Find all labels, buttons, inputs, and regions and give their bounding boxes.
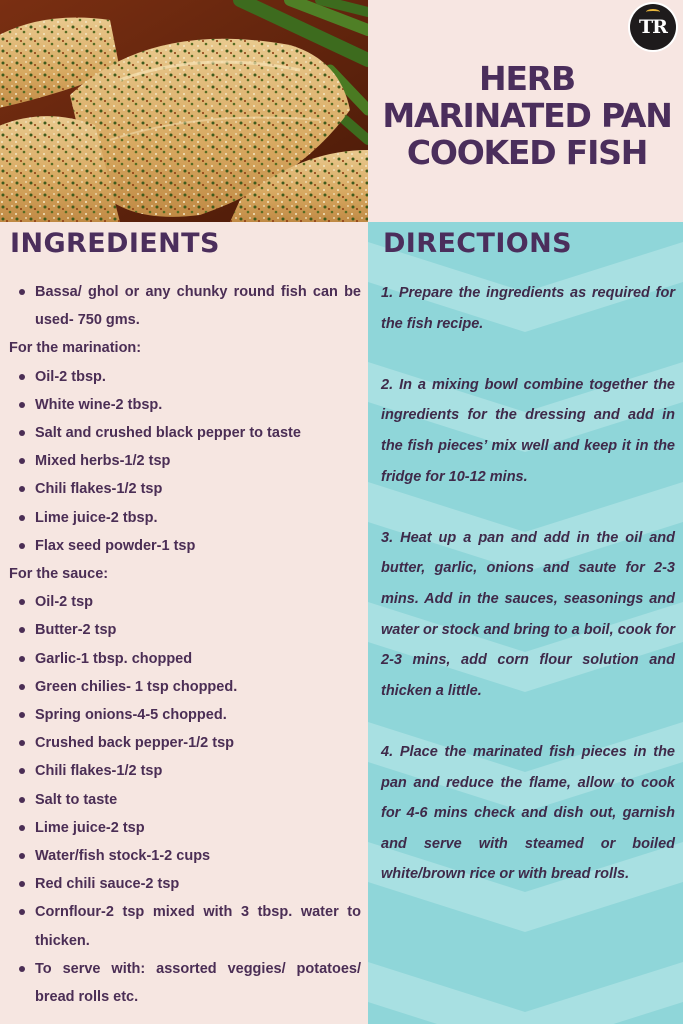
ingredient-item: Garlic-1 tbsp. chopped bbox=[9, 645, 361, 673]
brand-logo bbox=[630, 4, 676, 50]
ingredient-item: White wine-2 tbsp. bbox=[9, 391, 361, 419]
page-title: HERB MARINATED PAN COOKED FISH bbox=[382, 59, 672, 172]
ingredient-item: Bassa/ ghol or any chunky round fish can be used- 750 gms. bbox=[9, 278, 361, 334]
directions-heading: DIRECTIONS bbox=[383, 228, 572, 259]
ingredient-item: Butter-2 tsp bbox=[9, 616, 361, 644]
ingredient-item: Red chili sauce-2 tsp bbox=[9, 870, 361, 898]
ingredient-item: Oil-2 tsp bbox=[9, 588, 361, 616]
marination-heading: For the marination: bbox=[9, 340, 142, 357]
ingredient-item: Flax seed powder-1 tsp bbox=[9, 532, 361, 560]
direction-step: 2. In a mixing bowl combine together the ingredients for the dressing and add in the fish pieces’ mix well and keep it in the fridge for 10-12 mins. bbox=[381, 376, 675, 485]
ingredient-item: Oil-2 tbsp. bbox=[9, 363, 361, 391]
ingredient-item: Chili flakes-1/2 tsp bbox=[9, 757, 361, 785]
ingredient-item: Water/fish stock-1-2 cups bbox=[9, 842, 361, 870]
sun-icon bbox=[646, 9, 660, 15]
ingredients-list bbox=[9, 278, 361, 1011]
directions-section bbox=[368, 222, 683, 1024]
ingredients-heading: INGREDIENTS bbox=[10, 228, 220, 259]
ingredient-item: Crushed back pepper-1/2 tsp bbox=[9, 729, 361, 757]
ingredient-item: Chili flakes-1/2 tsp bbox=[9, 475, 361, 503]
ingredient-item: Lime juice-2 tbsp. bbox=[9, 504, 361, 532]
ingredient-item: Mixed herbs-1/2 tsp bbox=[9, 447, 361, 475]
ingredient-item: Lime juice-2 tsp bbox=[9, 814, 361, 842]
ingredient-item: Salt to taste bbox=[9, 786, 361, 814]
title-panel bbox=[368, 0, 683, 222]
fish-photo-illustration bbox=[0, 0, 368, 222]
direction-step: 3. Heat up a pan and add in the oil and butter, garlic, onions and saute for 2-3 mins. Add in the sauces, seasonings and water or stock and bring to a boil, cook for 2-3 mins, add corn flour solution and thicken a little. bbox=[381, 529, 675, 699]
direction-step: 4. Place the marinated fish pieces in the pan and reduce the flame, allow to cook for 4-6 mins check and dish out, garnish and serve with steamed or boiled white/brown rice or with bread rolls. bbox=[381, 743, 675, 883]
fish-photo bbox=[0, 0, 368, 222]
direction-step: 1. Prepare the ingredients as required for the fish recipe. bbox=[381, 285, 675, 332]
ingredient-item: To serve with: assorted veggies/ potatoes/ bread rolls etc. bbox=[9, 955, 361, 1011]
ingredient-item: Spring onions-4-5 chopped. bbox=[9, 701, 361, 729]
ingredient-item: Salt and crushed black pepper to taste bbox=[9, 419, 361, 447]
ingredient-item: Green chilies- 1 tsp chopped. bbox=[9, 673, 361, 701]
directions-list bbox=[381, 278, 675, 890]
ingredients-section bbox=[0, 222, 368, 1024]
sauce-heading: For the sauce: bbox=[9, 566, 109, 583]
ingredient-item: Cornflour-2 tsp mixed with 3 tbsp. water to thicken. bbox=[9, 898, 361, 954]
logo-text: TR bbox=[639, 16, 667, 38]
